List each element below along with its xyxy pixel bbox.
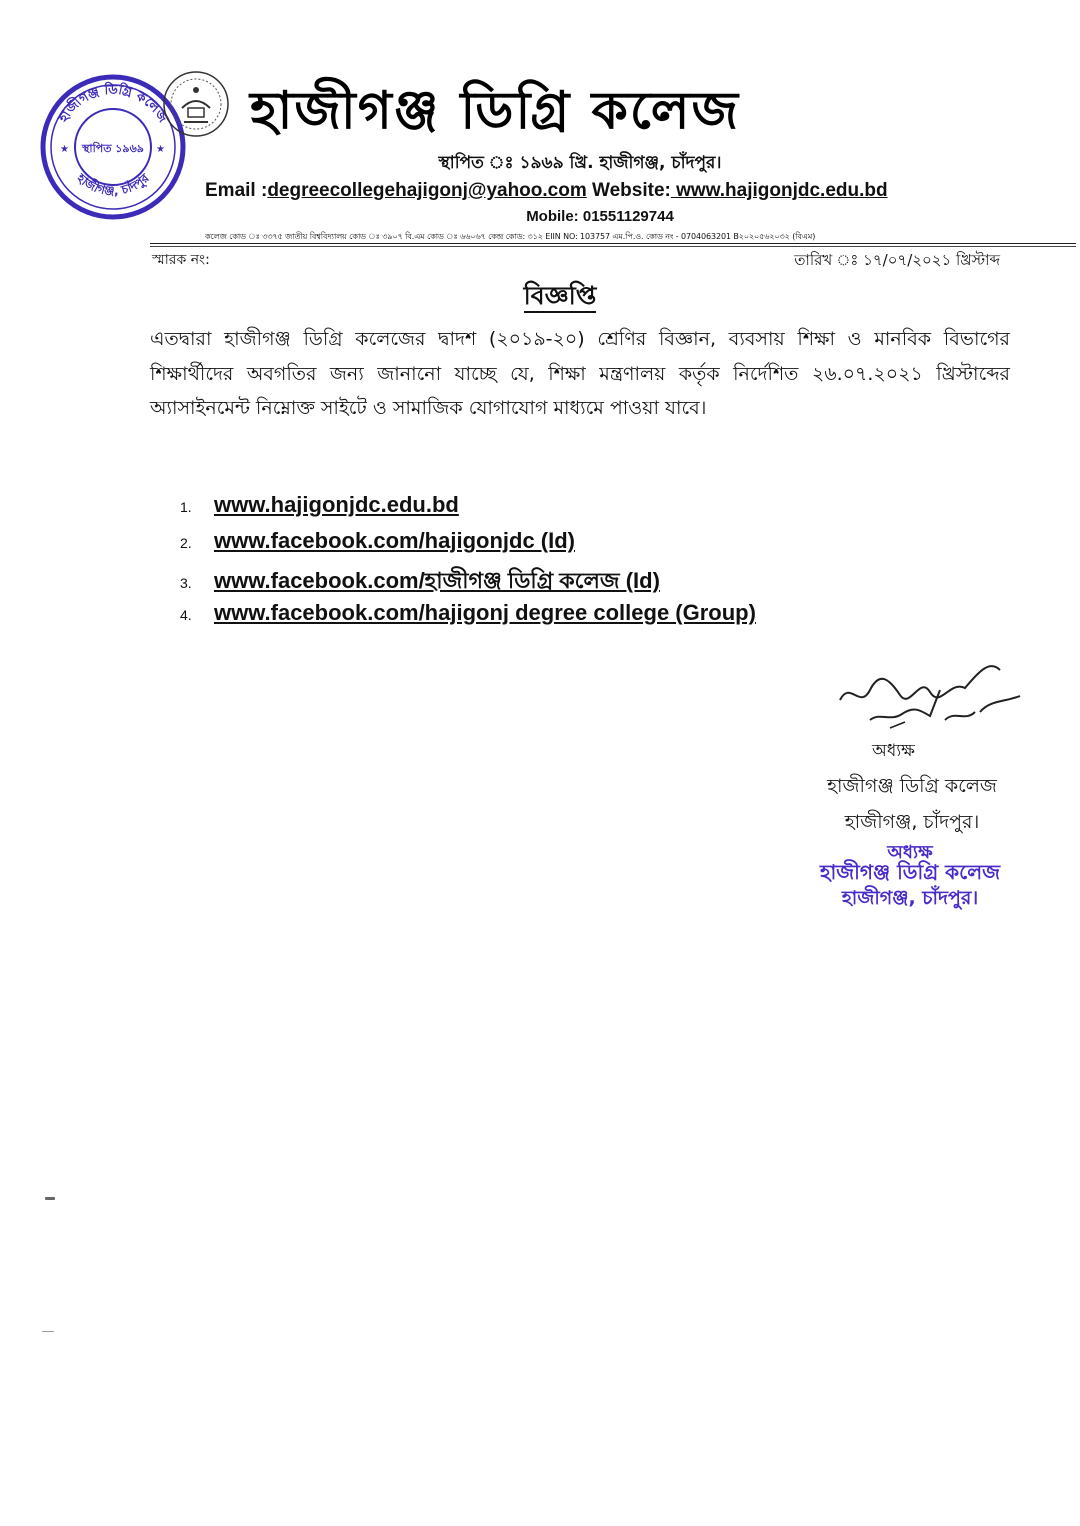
seal-bottom-text: হাজীগঞ্জ, চাঁদপুর [74,170,152,199]
notice-date: তারিখ ঃ ১৭/০৭/২০২১ খ্রিস্টাব্দ [794,251,1000,269]
signatory-college: হাজীগঞ্জ ডিগ্রি কলেজ [827,775,997,797]
letterhead-divider-thin [150,246,1076,247]
email-link[interactable]: degreecollegehajigonj@yahoo.com [267,180,587,201]
signatory-designation: অধ্যক্ষ [872,741,915,761]
letterhead-divider [150,243,1076,244]
assignment-links-list [180,492,980,636]
contact-line [205,180,1005,202]
list-item [180,600,980,636]
list-item [180,492,980,528]
mobile-number: Mobile: 01551129744 [526,208,674,225]
principal-signature [830,650,1040,740]
email-label: Email : [205,180,268,201]
institution-codes: কলেজ কোড ঃ ৩৩৭৫ জাতীয় বিশ্ববিদ্যালয় কোড ঃ ৩৯০৭ বি.এম কোড ঃ ৬৬০৬৭ কেন্দ্র কোড: ৩১২ EIIN NO: 103757 এম.পি.ও. কোড নং - 0704063201 B২০২০৫৬২০৩২ (বিএম) [205,232,816,241]
svg-text:★: ★ [156,144,165,155]
link-facebook-bangla-id[interactable]: www.facebook.com/হাজীগঞ্জ ডিগ্রি কলেজ (Id) [214,568,660,593]
signatory-place: হাজীগঞ্জ, চাঁদপুর। [844,811,980,833]
link-facebook-id[interactable]: www.facebook.com/hajigonjdc (Id) [214,528,575,553]
seal-center-text: স্থাপিত ১৯৬৯ [82,142,144,155]
college-emblem-logo [160,68,232,140]
link-facebook-group[interactable]: www.facebook.com/hajigonj degree college (Group) [214,600,756,625]
website-label: Website: [586,180,671,201]
list-number: 4. [180,607,192,623]
list-number: 3. [180,575,192,591]
scan-speck [45,1197,55,1200]
scan-speck [42,1331,54,1332]
list-number: 2. [180,535,192,551]
college-title: হাজীগঞ্জ ডিগ্রি কলেজ [250,81,741,141]
notice-title-text: বিজ্ঞপ্তি [524,281,597,313]
seal-top-text: হাজীগঞ্জ ডিগ্রি কলেজ [56,82,170,126]
stamp-college: হাজীগঞ্জ ডিগ্রি কলেজ [819,860,1000,884]
memo-number: স্মারক নং: [152,252,210,268]
website-link[interactable]: www.hajigonjdc.edu.bd [670,180,888,201]
list-item [180,528,980,564]
stamp-designation: অধ্যক্ষ [887,842,933,863]
established-line: স্থাপিত ঃ ১৯৬৯ খ্রি. হাজীগঞ্জ, চাঁদপুর। [438,153,722,173]
svg-text:হাজীগঞ্জ, চাঁদপুর [74,170,153,198]
notice-body: এতদ্বারা হাজীগঞ্জ ডিগ্রি কলেজের দ্বাদশ (২০১৯-২০) শ্রেণির বিজ্ঞান, ব্যবসায় শিক্ষা ও মানবিক বিভাগের শিক্ষার্থীদের অবগতির জন্য জানানো যাচ্ছে যে, শিক্ষা মন্ত্রণালয় কর্তৃক নির্দেশিত ২৬.০৭.২০২১ খ্রিস্টাব্দের অ্যাসাইনমেন্ট নিম্নোক্ত সাইটে ও সামাজিক যোগাযোগ মাধ্যমে পাওয়া যাবে। [150,328,1010,419]
link-website[interactable]: www.hajigonjdc.edu.bd [214,492,459,517]
notice-title [440,276,680,319]
list-number: 1. [180,499,192,515]
list-item [180,564,980,600]
svg-text:★: ★ [60,144,69,155]
stamp-place: হাজীগঞ্জ, চাঁদপুর। [841,887,979,909]
